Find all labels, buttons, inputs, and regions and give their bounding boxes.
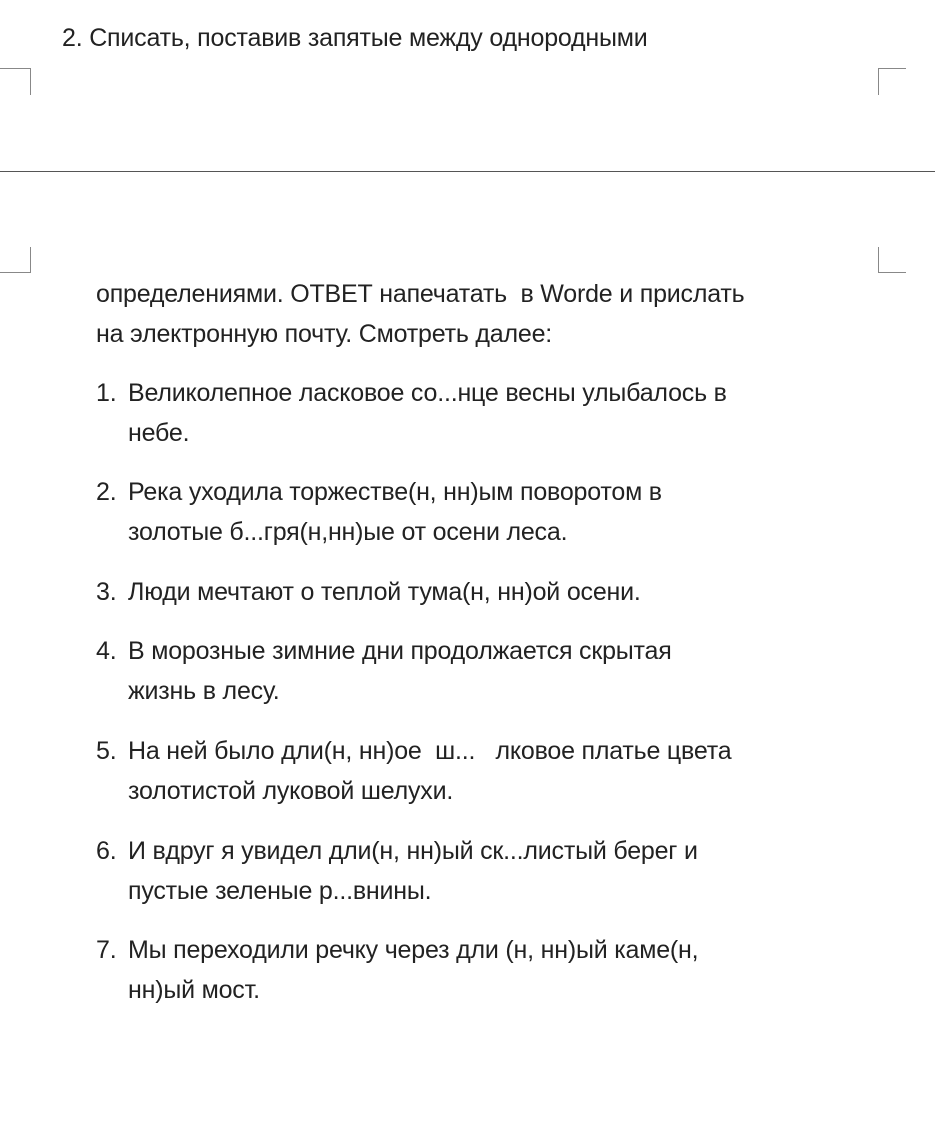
item-text: золотистой луковой шелухи.	[128, 777, 454, 805]
item-text: нн)ый мост.	[128, 976, 260, 1004]
margin-corner-mark	[878, 272, 906, 273]
margin-corner-mark	[30, 247, 31, 273]
item-number: 7.	[96, 936, 117, 964]
intro-line: на электронную почту. Смотреть далее:	[96, 320, 553, 348]
margin-corner-mark	[0, 68, 31, 69]
item-text: И вдруг я увидел дли(н, нн)ый ск...листый берег и	[128, 837, 698, 865]
item-number: 6.	[96, 837, 117, 865]
item-text: золотые б...гря(н,нн)ые от осени леса.	[128, 518, 568, 546]
page-break-divider	[0, 171, 935, 172]
margin-corner-mark	[878, 247, 879, 273]
item-text: В морозные зимние дни продолжается скрытая	[128, 637, 672, 665]
item-number: 4.	[96, 637, 117, 665]
item-number: 2.	[96, 478, 117, 506]
margin-corner-mark	[30, 68, 31, 95]
item-text: Мы переходили речку через дли (н, нн)ый каме(н,	[128, 936, 699, 964]
item-text: небе.	[128, 419, 190, 447]
margin-corner-mark	[0, 272, 31, 273]
item-number: 5.	[96, 737, 117, 765]
intro-line: определениями. ОТВЕТ напечатать в Worde и прислать	[96, 280, 745, 308]
item-text: пустые зеленые р...внины.	[128, 877, 432, 905]
item-text: Великолепное ласковое со...нце весны улыбалось в	[128, 379, 727, 407]
item-number: 3.	[96, 578, 117, 606]
item-text: На ней было дли(н, нн)ое ш... лковое платье цвета	[128, 737, 732, 765]
item-text: жизнь в лесу.	[128, 677, 280, 705]
item-text: Река уходила торжестве(н, нн)ым поворотом в	[128, 478, 662, 506]
item-text: Люди мечтают о теплой тума(н, нн)ой осени.	[128, 578, 641, 606]
item-number: 1.	[96, 379, 117, 407]
margin-corner-mark	[878, 68, 906, 69]
margin-corner-mark	[878, 68, 879, 95]
task-heading: 2. Списать, поставив запятые между однородными	[62, 24, 648, 52]
